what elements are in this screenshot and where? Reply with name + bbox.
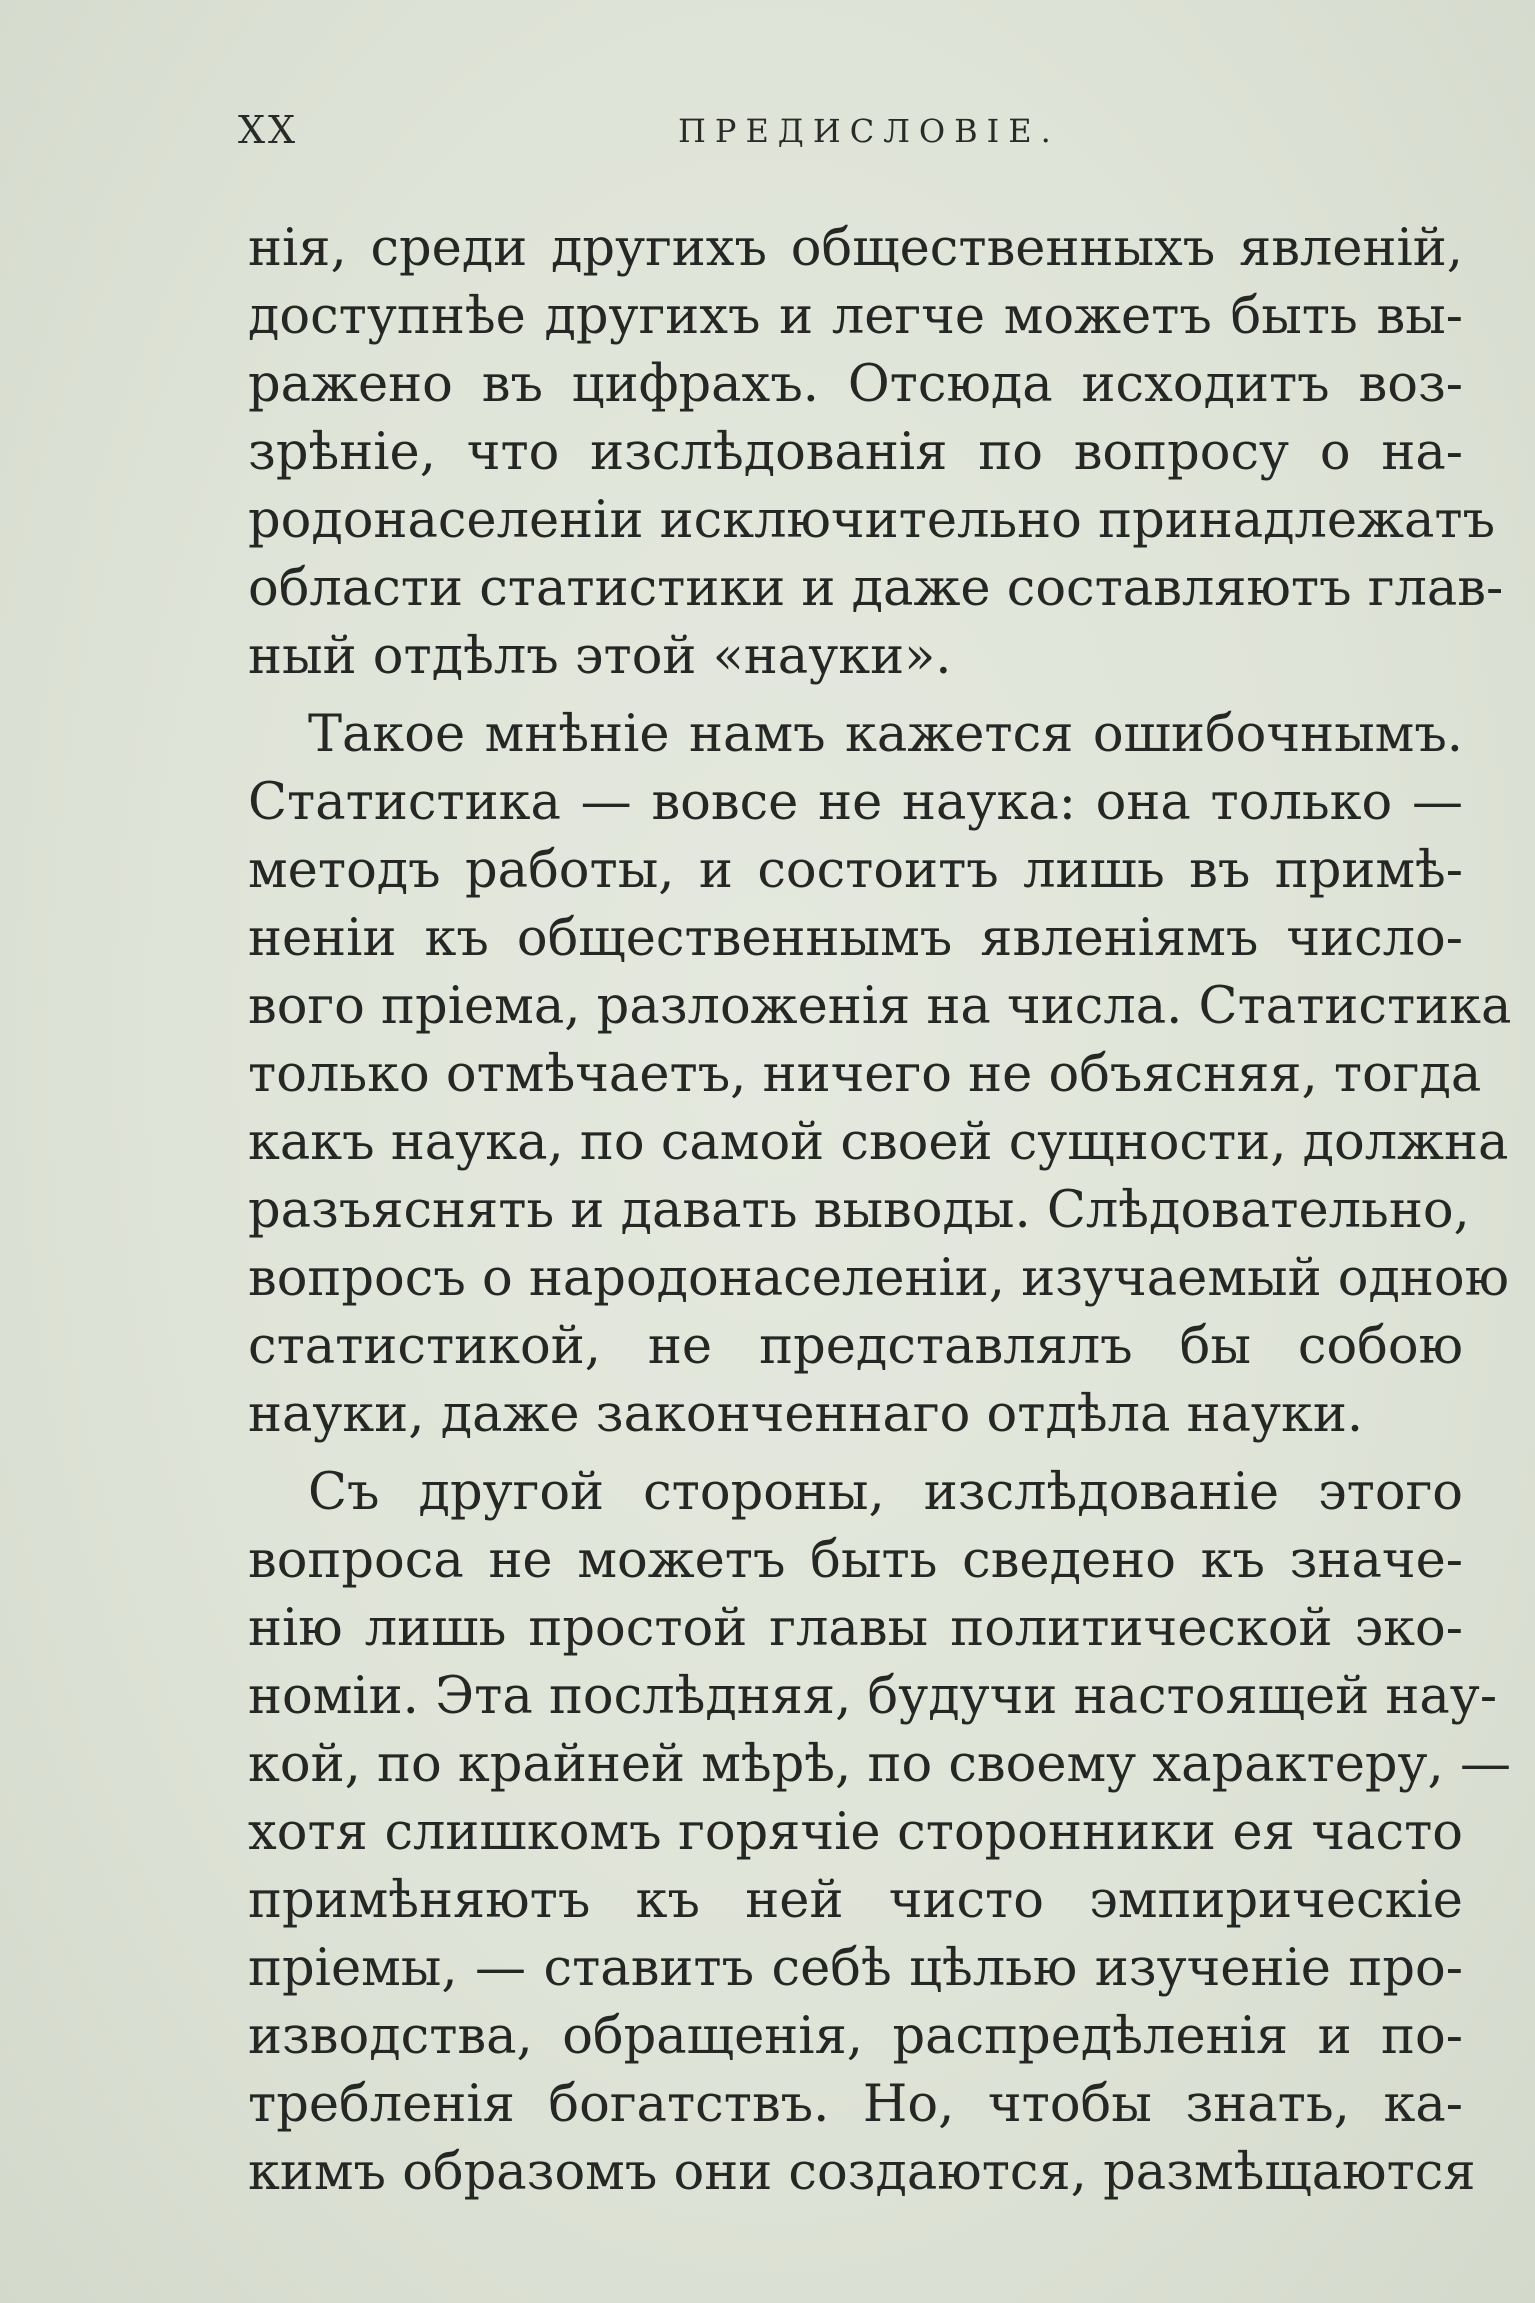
text-line: статистикой, не представлялъ бы собою: [248, 1317, 1463, 1376]
text-line: нія, среди другихъ общественныхъ явленій,: [248, 219, 1463, 278]
body-text: [248, 215, 1512, 2207]
text-line: вопроса не можетъ быть сведено къ значе-: [248, 1531, 1463, 1590]
paragraph: [248, 1459, 1511, 2207]
text-line: пріемы, — ставитъ себѣ цѣлью изученіе про-: [248, 1939, 1463, 1998]
text-line: родонаселеніи исключительно принадлежатъ: [248, 491, 1496, 550]
paragraph: [248, 215, 1504, 691]
text-line: разъяснять и давать выводы. Слѣдовательно,: [248, 1181, 1470, 1240]
text-line: нію лишь простой главы политической эко-: [248, 1599, 1463, 1658]
running-title: ПРЕДИСЛОВІЕ.: [678, 112, 1060, 150]
text-line: методъ работы, и состоитъ лишь въ примѣ-: [248, 841, 1463, 900]
text-line: какъ наука, по самой своей сущности, должна: [248, 1113, 1509, 1172]
page-number: XX: [238, 108, 299, 152]
text-line: хотя слишкомъ горячіе сторонники ея часто: [248, 1803, 1463, 1862]
text-line: кой, по крайней мѣрѣ, по своему характеру, —: [248, 1735, 1511, 1794]
text-line: вого пріема, разложенія на числа. Статистика: [248, 977, 1512, 1036]
text-line: требленія богатствъ. Но, чтобы знать, ка-: [248, 2075, 1463, 2134]
text-line: Такое мнѣніе намъ кажется ошибочнымъ.: [308, 705, 1463, 764]
text-line: кимъ образомъ они создаются, размѣщаются: [248, 2143, 1476, 2202]
page-header: [238, 108, 1458, 158]
text-line: вопросъ о народонаселеніи, изучаемый одною: [248, 1249, 1509, 1308]
text-line: ный отдѣлъ этой «науки».: [248, 627, 952, 686]
paragraph: [248, 701, 1512, 1449]
text-line: примѣняютъ къ ней чисто эмпирическіе: [248, 1871, 1463, 1930]
text-line: номіи. Эта послѣдняя, будучи настоящей нау-: [248, 1667, 1498, 1726]
text-line: области статистики и даже составляютъ глав-: [248, 559, 1504, 618]
text-line: только отмѣчаетъ, ничего не объясняя, тогда: [248, 1045, 1482, 1104]
text-line: Статистика — вовсе не наука: она только —: [248, 773, 1463, 832]
text-line: науки, даже законченнаго отдѣла науки.: [248, 1385, 1364, 1444]
paragraph-gap: [248, 691, 1463, 701]
text-line: доступнѣе другихъ и легче можетъ быть вы-: [248, 287, 1463, 346]
text-line: ражено въ цифрахъ. Отсюда исходитъ воз-: [248, 355, 1463, 414]
text-line: изводства, обращенія, распредѣленія и по-: [248, 2007, 1463, 2066]
text-line: Съ другой стороны, изслѣдованіе этого: [308, 1463, 1463, 1522]
text-line: зрѣніе, что изслѣдованія по вопросу о на-: [248, 423, 1463, 482]
text-line: неніи къ общественнымъ явленіямъ числo-: [248, 909, 1463, 968]
paragraph-gap: [248, 1449, 1463, 1459]
